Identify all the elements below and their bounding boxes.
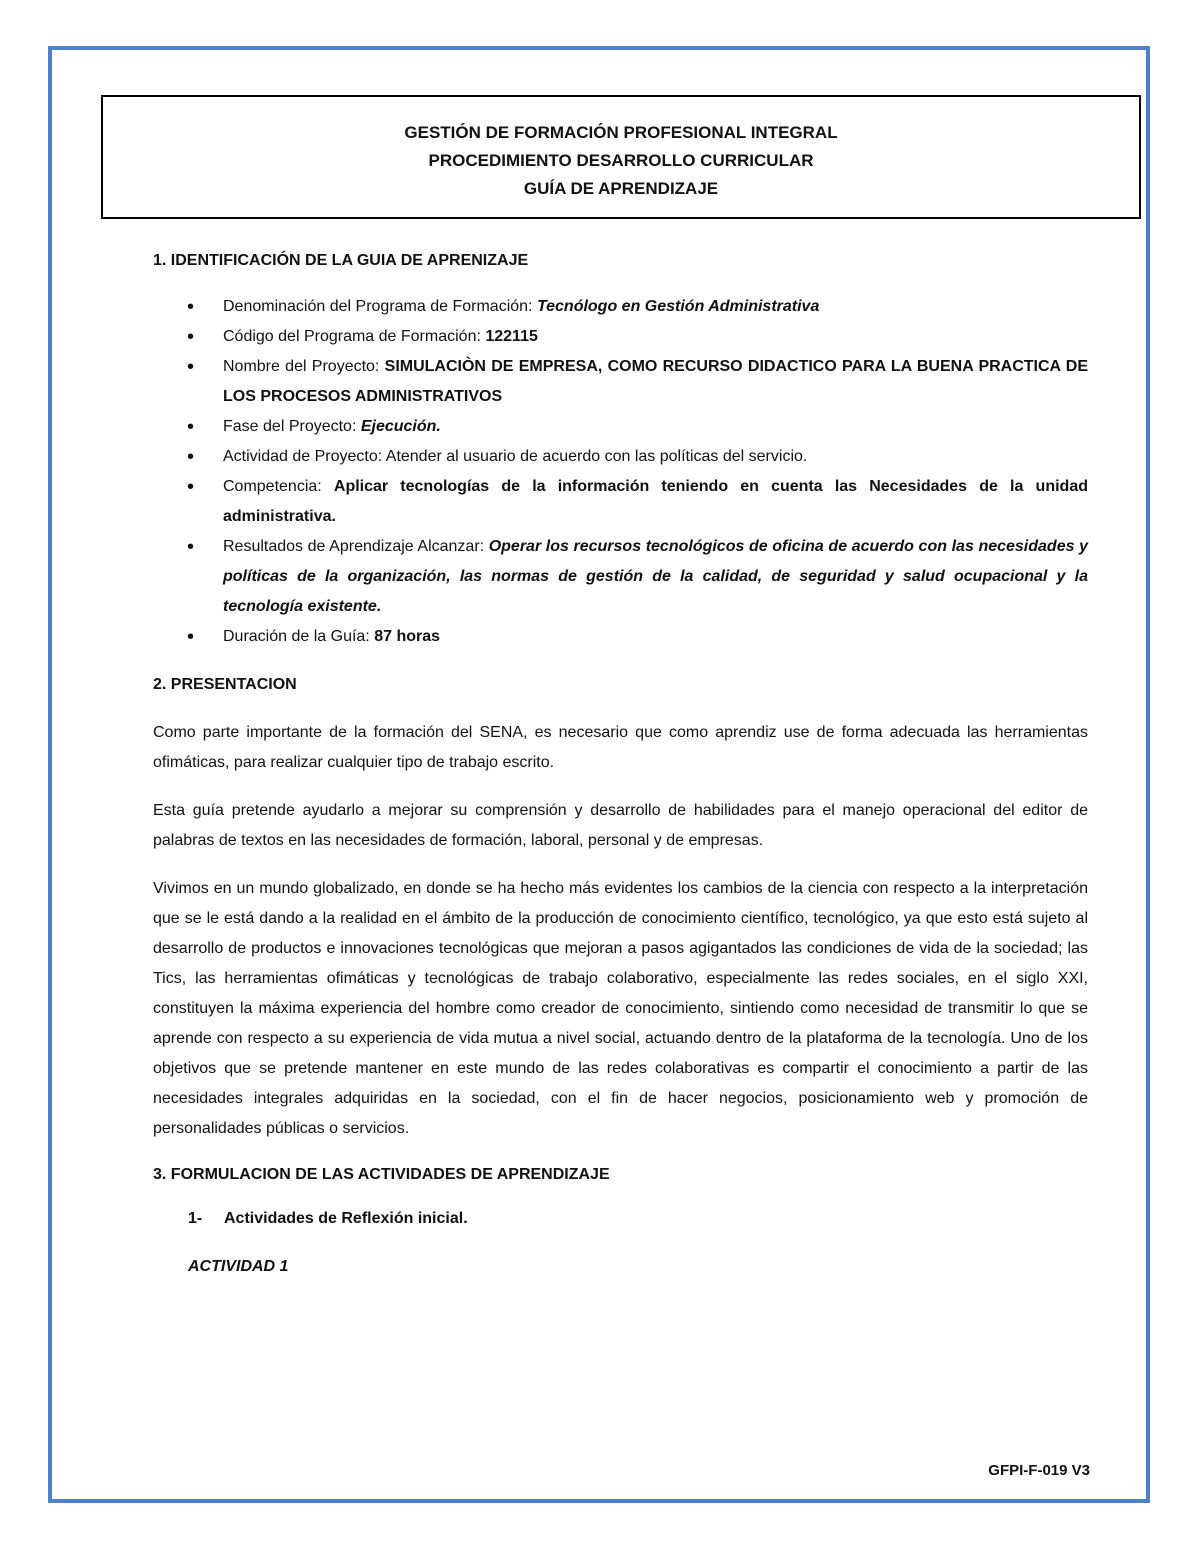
section-1-title: 1. IDENTIFICACIÓN DE LA GUIA DE APRENIZAJE — [153, 252, 529, 269]
subsection-heading — [188, 1204, 1088, 1234]
header-title-line-3: GUÍA DE APRENDIZAJE — [523, 179, 719, 198]
document-code: GFPI-F-019 V3 — [988, 1462, 1090, 1479]
subsection-number: 1- — [188, 1210, 203, 1227]
item-value: 87 horas — [374, 628, 441, 645]
presentation-paragraph-1: Como parte importante de la formación del SENA, es necesario que como aprendiz use de forma adecuada las herramientas ofimáticas, para realizar cualquier tipo de trabajo escrito. — [153, 724, 1088, 771]
header-title-line-1: GESTIÓN DE FORMACIÓN PROFESIONAL INTEGRAL — [404, 123, 838, 142]
identification-list — [153, 292, 1088, 652]
item-label: Fase del Proyecto: — [223, 418, 361, 435]
document-header — [101, 95, 1141, 219]
item-label: Resultados de Aprendizaje Alcanzar: — [223, 538, 489, 555]
header-title-line-2: PROCEDIMIENTO DESARROLLO CURRICULAR — [428, 151, 814, 170]
list-item — [153, 322, 1088, 352]
item-label: Denominación del Programa de Formación: — [223, 298, 537, 315]
list-item — [153, 472, 1088, 532]
item-value: Tecnólogo en Gestión Administrativa — [536, 298, 820, 315]
presentation-paragraph-3: Vivimos en un mundo globalizado, en donde se ha hecho más evidentes los cambios de la ciencia con respecto a la interpretación que se le está dando a la realidad en el ámbito de la producción de conocimiento científico, tecnológico, ya que esto está sujeto al desarrollo de productos e innovaciones tecnológicas que mejoran a pasos agigantados las condiciones de vida de la sociedad; las Tics, las herramientas ofimáticas y tecnológicas de trabajo colaborativo, especialmente las redes sociales, en el siglo XXI, constituyen la máxima experiencia del hombre como creador de conocimiento, sintiendo como necesidad de transmitir lo que se aprende con respecto a su experiencia de vida mutua a nivel social, actuando dentro de la plataforma de la tecnología. Uno de los objetivos que se pretende mantener en este mundo de las redes colaborativas es compartir el conocimiento a partir de las necesidades integrales adquiridas en la sociedad, con el fin de hacer negocios, posicionamiento web y promoción de personalidades públicas o servicios. — [153, 880, 1088, 1137]
item-label: Duración de la Guía: — [223, 628, 375, 645]
document-body — [153, 248, 1088, 1282]
subsection-label: Actividades de Reflexión inicial. — [224, 1210, 468, 1227]
list-item — [153, 532, 1088, 622]
list-item — [153, 352, 1088, 412]
item-value: 122115 — [485, 328, 538, 345]
list-item — [153, 622, 1088, 652]
activity-heading: ACTIVIDAD 1 — [188, 1258, 289, 1275]
section-3-title: 3. FORMULACION DE LAS ACTIVIDADES DE APRENDIZAJE — [153, 1166, 610, 1183]
item-value: SIMULACIÒN DE EMPRESA, COMO RECURSO DIDACTICO PARA LA BUENA PRACTICA DE LOS PROCESOS ADMINISTRATIVOS — [223, 358, 1089, 405]
presentation-paragraph-2: Esta guía pretende ayudarlo a mejorar su comprensión y desarrollo de habilidades para el manejo operacional del editor de palabras de textos en las necesidades de formación, laboral, personal y de empresas. — [153, 802, 1088, 849]
list-item — [153, 412, 1088, 442]
item-label: Competencia: — [223, 478, 334, 495]
list-item — [153, 442, 1088, 472]
item-value: Operar los recursos tecnológicos de oficina de acuerdo con las necesidades y políticas de la organización, las normas de gestión de la calidad, de seguridad y salud ocupacional y la tecnología existente. — [223, 538, 1089, 615]
item-value: Atender al usuario de acuerdo con las políticas del servicio. — [385, 448, 808, 465]
item-value: Ejecución. — [360, 418, 441, 435]
list-item — [153, 292, 1088, 322]
item-label: Código del Programa de Formación: — [223, 328, 486, 345]
item-label: Actividad de Proyecto: — [223, 448, 386, 465]
item-value: Aplicar tecnologías de la información teniendo en cuenta las Necesidades de la unidad administrativa. — [223, 478, 1088, 525]
section-2-title: 2. PRESENTACION — [153, 676, 297, 693]
item-label: Nombre del Proyecto: — [223, 358, 385, 375]
